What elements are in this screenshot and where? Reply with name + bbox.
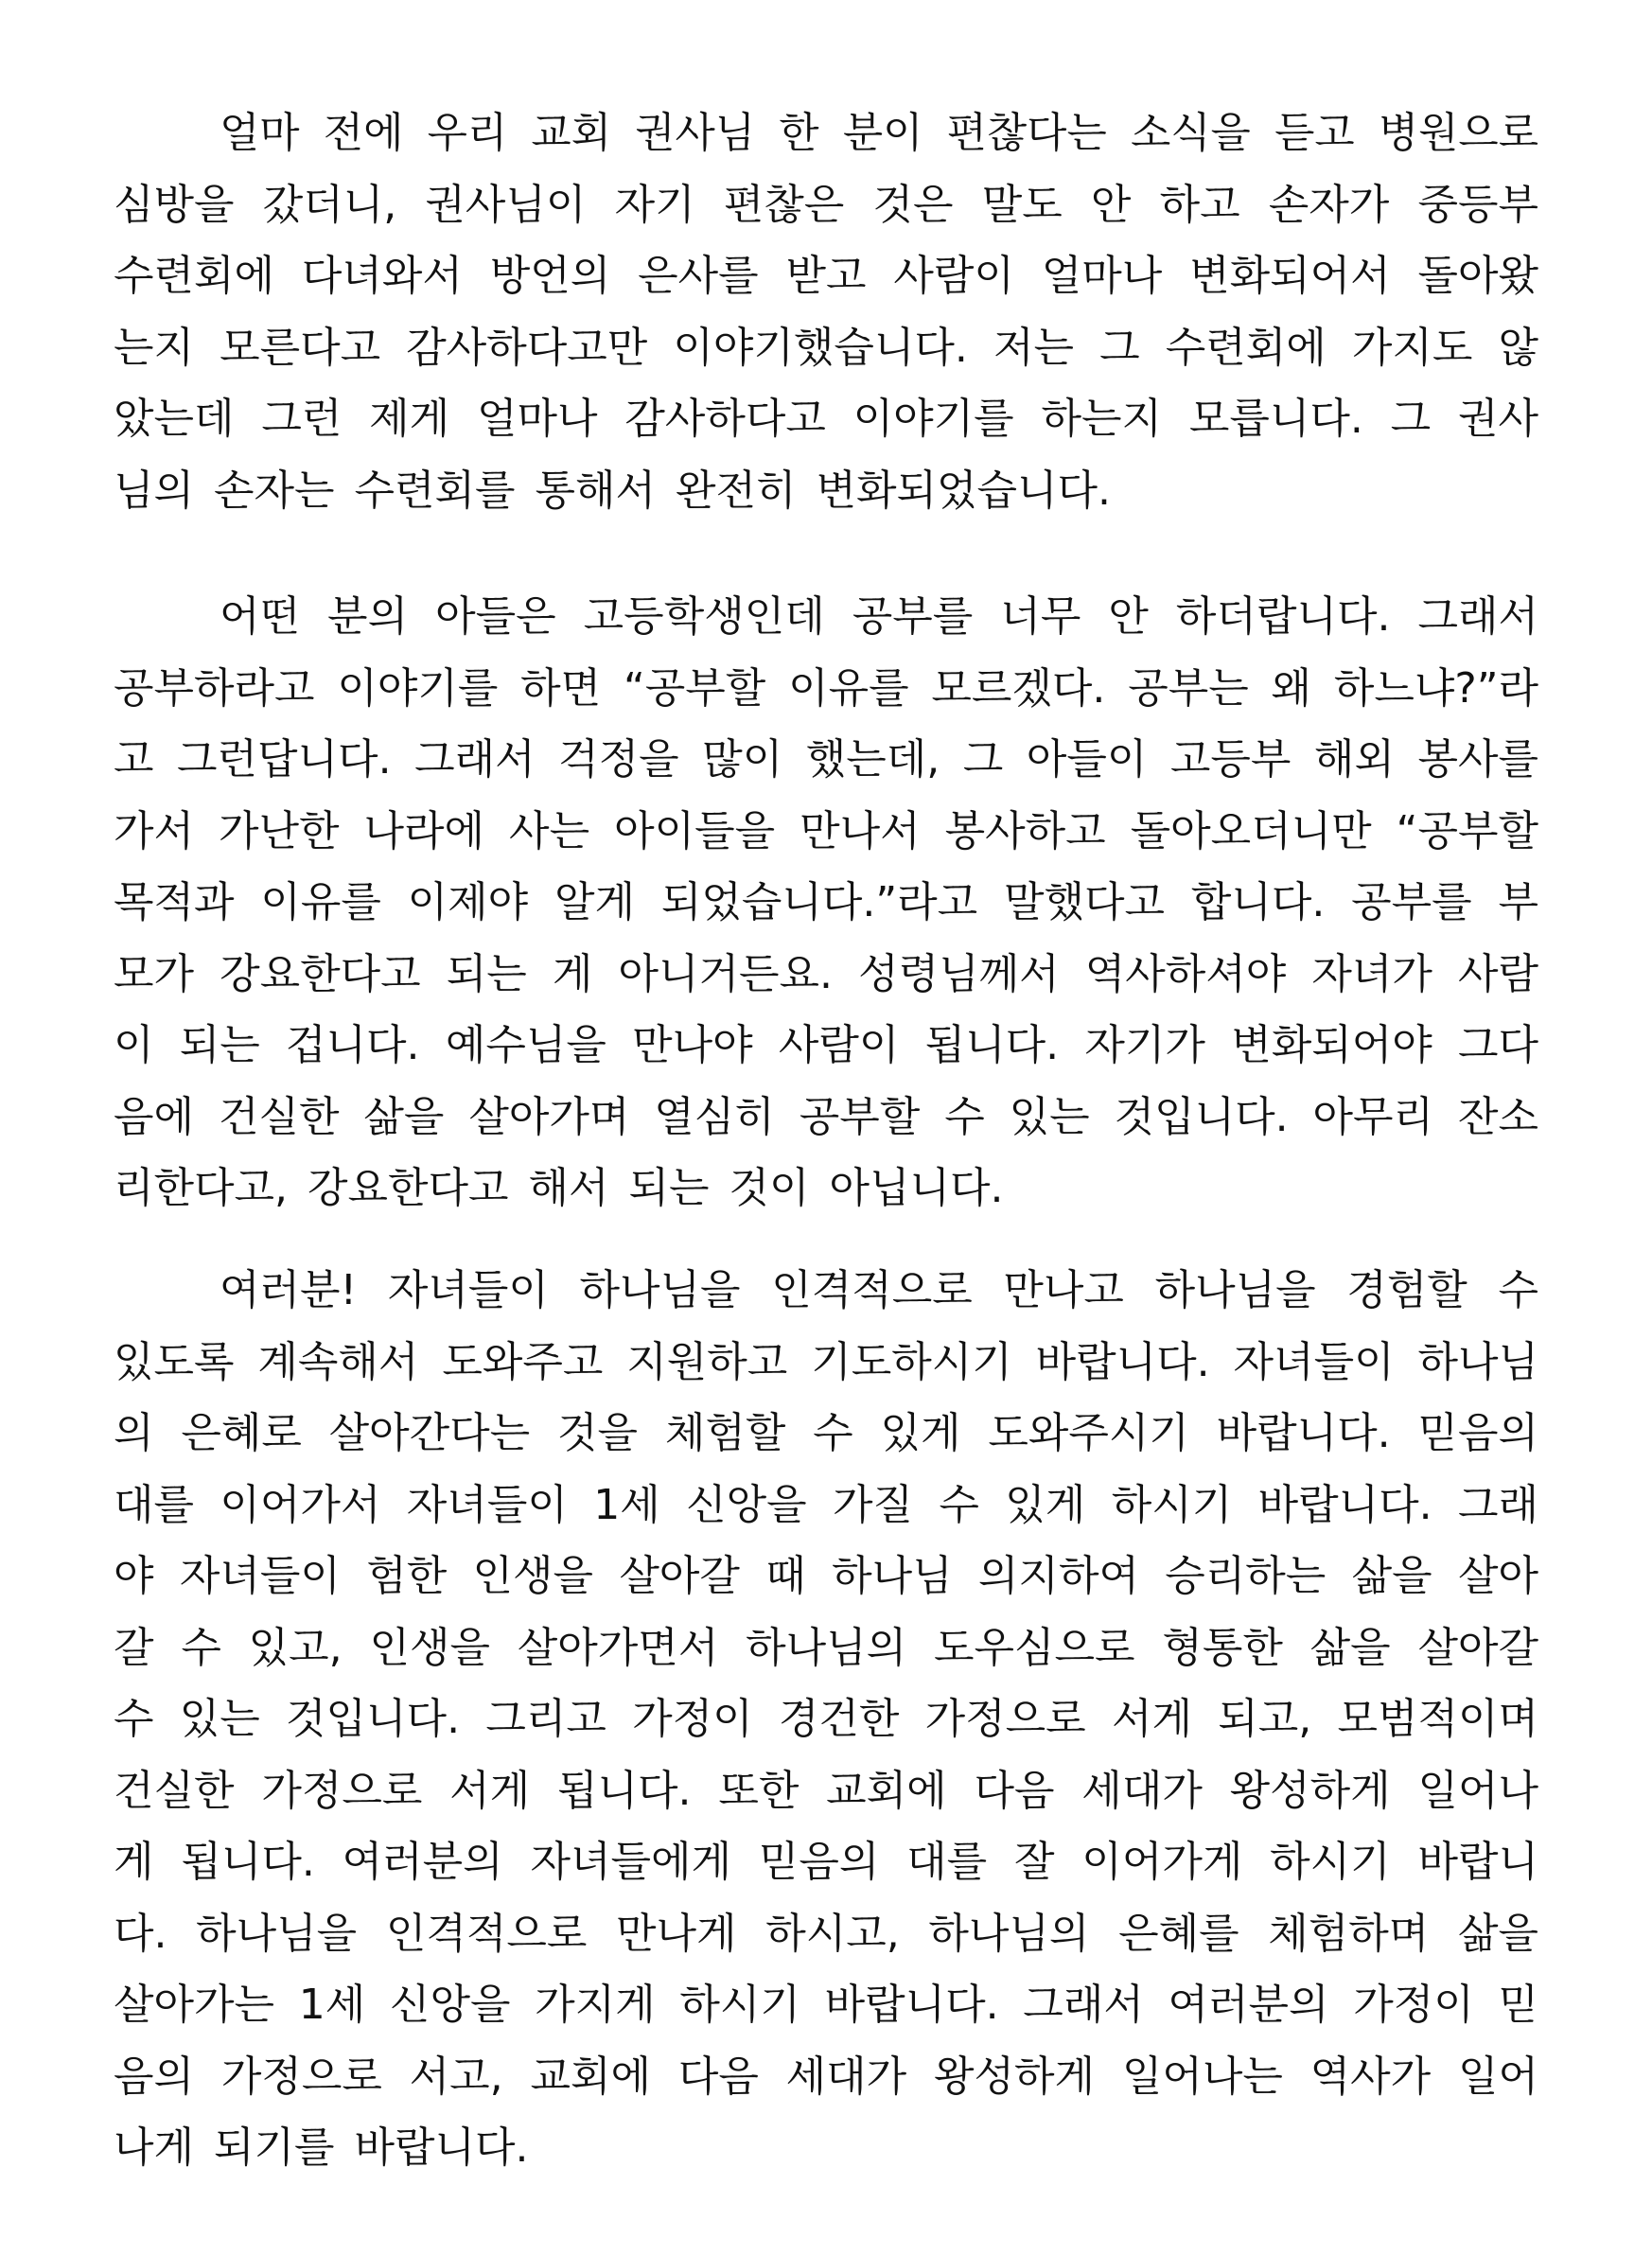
text-line: 갈 수 있고, 인생을 살아가면서 하나님의 도우심으로 형통한 삶을 살아갈 (114, 1623, 1538, 1672)
paragraph-2 (114, 581, 1538, 1224)
text-line: 수련회에 다녀와서 방언의 은사를 받고 사람이 얼마나 변화되어서 돌아왔 (114, 252, 1538, 300)
text-line: 나게 되기를 바랍니다. (114, 2123, 529, 2172)
text-line: 야 자녀들이 험한 인생을 살아갈 때 하나님 의지하여 승리하는 삶을 살아 (114, 1552, 1538, 1600)
text-line: 리한다고, 강요한다고 해서 되는 것이 아닙니다. (114, 1164, 1004, 1212)
text-line: 심방을 갔더니, 권사님이 자기 편찮은 것은 말도 안 하고 손자가 중등부 (114, 180, 1538, 229)
text-line: 모가 강요한다고 되는 게 아니거든요. 성령님께서 역사하셔야 자녀가 사람 (114, 949, 1538, 998)
text-line: 는지 모른다고 감사하다고만 이야기했습니다. 저는 그 수련회에 가지도 않 (114, 323, 1538, 372)
text-line: 얼마 전에 우리 교회 권사님 한 분이 편찮다는 소식을 듣고 병원으로 (220, 109, 1538, 157)
text-line: 여러분! 자녀들이 하나님을 인격적으로 만나고 하나님을 경험할 수 (220, 1266, 1538, 1314)
paragraph-3 (114, 1255, 1538, 2184)
text-line: 이 되는 겁니다. 예수님을 만나야 사람이 됩니다. 자기가 변화되어야 그다 (114, 1021, 1538, 1069)
text-line: 있도록 계속해서 도와주고 지원하고 기도하시기 바랍니다. 자녀들이 하나님 (114, 1337, 1538, 1386)
text-line: 대를 이어가서 자녀들이 1세 신앙을 가질 수 있게 하시기 바랍니다. 그래 (114, 1480, 1538, 1529)
text-line: 음에 건실한 삶을 살아가며 열심히 공부할 수 있는 것입니다. 아무리 잔소 (114, 1092, 1538, 1141)
text-line: 고 그런답니다. 그래서 걱정을 많이 했는데, 그 아들이 고등부 해외 봉사를 (114, 735, 1538, 784)
text-line: 가서 가난한 나라에 사는 아이들을 만나서 봉사하고 돌아오더니만 “공부할 (114, 806, 1538, 855)
text-line: 님의 손자는 수련회를 통해서 완전히 변화되었습니다. (114, 466, 1112, 515)
text-line: 수 있는 것입니다. 그리고 가정이 경건한 가정으로 서게 되고, 모범적이며 (114, 1695, 1538, 1743)
text-line: 다. 하나님을 인격적으로 만나게 하시고, 하나님의 은혜를 체험하며 삶을 (114, 1909, 1538, 1958)
text-line: 의 은혜로 살아간다는 것을 체험할 수 있게 도와주시기 바랍니다. 믿음의 (114, 1409, 1538, 1457)
text-line: 살아가는 1세 신앙을 가지게 하시기 바랍니다. 그래서 여러분의 가정이 믿 (114, 1981, 1538, 2029)
text-line: 게 됩니다. 여러분의 자녀들에게 믿음의 대를 잘 이어가게 하시기 바랍니 (114, 1838, 1538, 1886)
text-line: 어떤 분의 아들은 고등학생인데 공부를 너무 안 하더랍니다. 그래서 (220, 592, 1538, 641)
text-line: 았는데 그런 제게 얼마나 감사하다고 이야기를 하는지 모릅니다. 그 권사 (114, 395, 1538, 443)
text-line: 음의 가정으로 서고, 교회에 다음 세대가 왕성하게 일어나는 역사가 일어 (114, 2052, 1538, 2101)
paragraph-1 (114, 97, 1538, 526)
text-line: 건실한 가정으로 서게 됩니다. 또한 교회에 다음 세대가 왕성하게 일어나 (114, 1766, 1538, 1815)
text-line: 공부하라고 이야기를 하면 “공부할 이유를 모르겠다. 공부는 왜 하느냐?”라 (114, 663, 1538, 713)
text-line: 목적과 이유를 이제야 알게 되었습니다.”라고 말했다고 합니다. 공부를 부 (114, 878, 1538, 926)
